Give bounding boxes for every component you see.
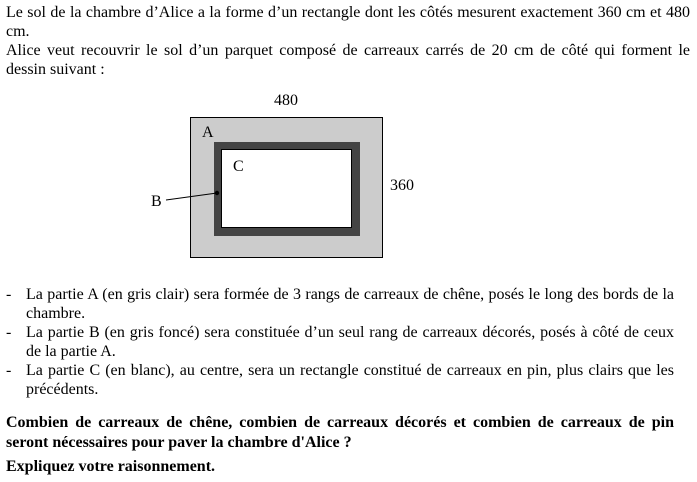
intro-paragraph-parquet: Alice veut recouvrir le sol d’un parquet composé de carreaux carrés de 20 cm de côté qui forment le dessin suivant : [6, 42, 690, 78]
width-label: 480 [274, 92, 298, 109]
list-item [6, 323, 674, 361]
bullet-text-part-b: La partie B (en gris foncé) sera constituée d’un seul rang de carreaux décorés, posés à côté de ceux de la partie A. [26, 324, 674, 360]
bullet-text-part-a: La partie A (en gris clair) sera formée de 3 rangs de carreaux de chêne, posés le long des bords de la chambre. [26, 286, 674, 322]
explain-instruction: Expliquez votre raisonnement. [6, 458, 216, 475]
list-item [6, 285, 674, 323]
label-b-pointer-dot [215, 191, 219, 195]
intro-paragraph-dimensions: Le sol de la chambre d’Alice a la forme d’un rectangle dont les côtés mesurent exactement 360 cm et 480 cm. [6, 4, 690, 40]
bullet-dash: - [6, 286, 12, 303]
bullet-dash: - [6, 362, 12, 379]
label-b: B [151, 193, 162, 210]
bullet-text-part-c: La partie C (en blanc), au centre, sera un rectangle constitué de carreaux en pin, plus clairs que les précédents. [26, 362, 674, 398]
label-a: A [202, 124, 214, 141]
question-text: Combien de carreaux de chêne, combien de carreaux décorés et combien de carreaux de pin seront nécessaires pour paver la chambre d'Alice ? [6, 414, 674, 451]
parts-description-list [6, 285, 674, 399]
label-c: C [233, 158, 244, 175]
bullet-dash: - [6, 324, 12, 341]
list-item [6, 361, 674, 399]
height-label: 360 [390, 177, 414, 194]
